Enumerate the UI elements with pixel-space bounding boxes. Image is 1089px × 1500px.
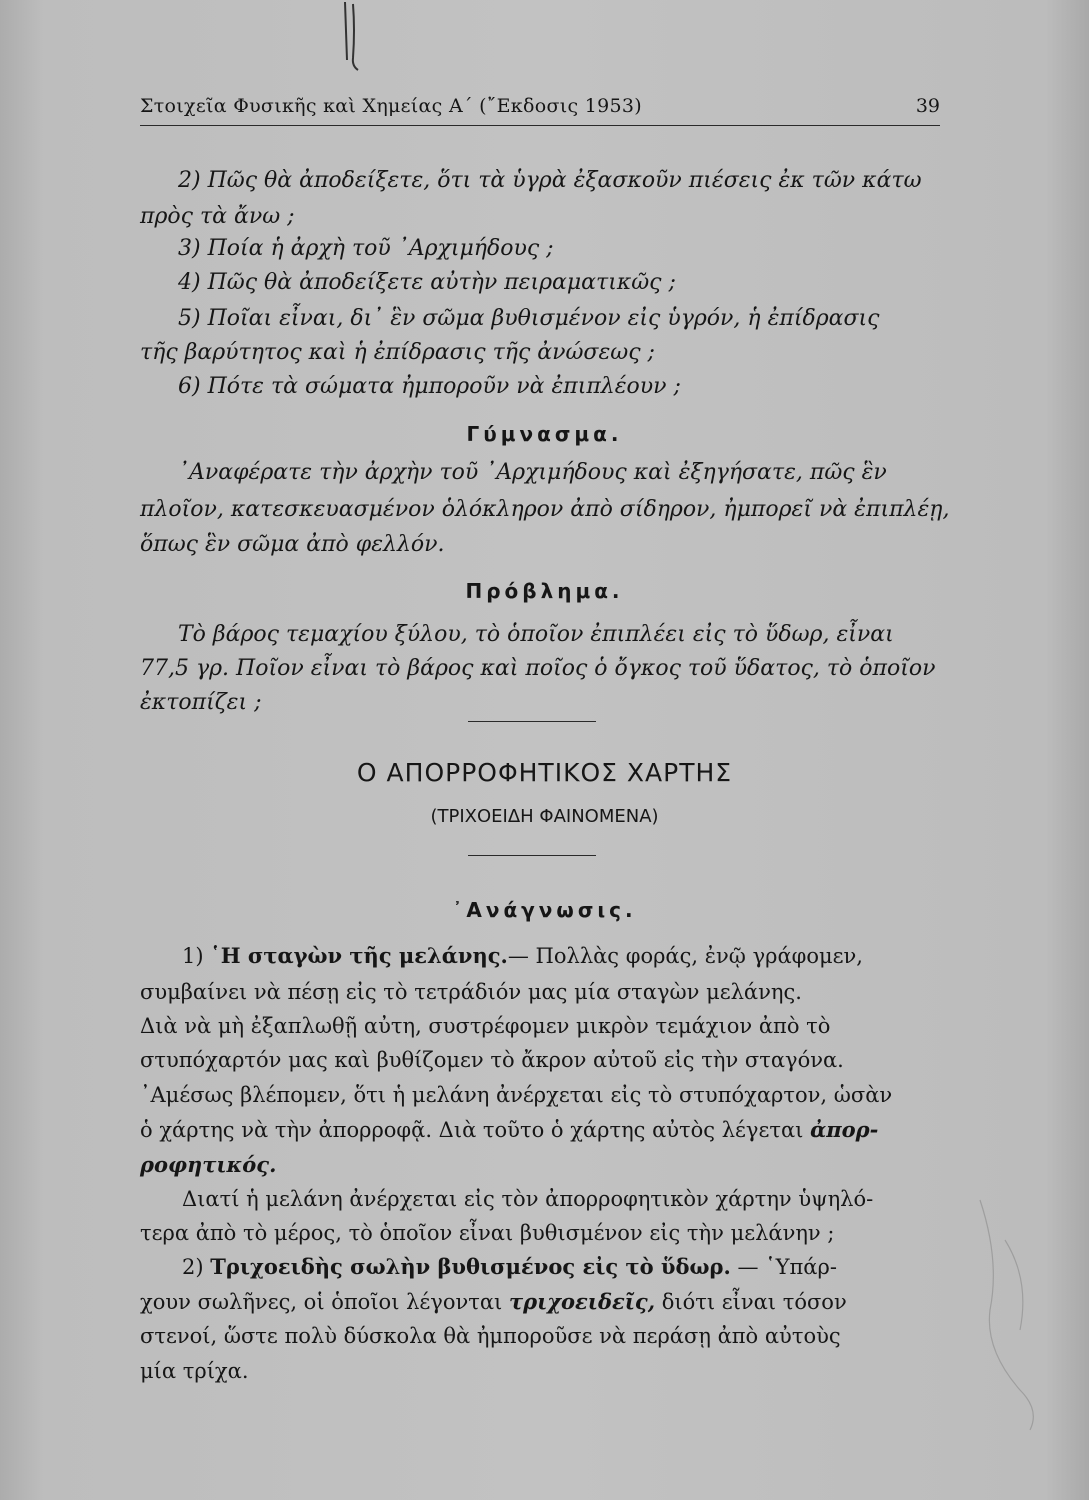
paragraph-number: 2) [182,1255,204,1279]
reading-p3-line-2 [140,1288,847,1316]
section-subtitle: (ΤΡΙΧΟΕΙΔΗ ΦΑΙΝΟΜΕΝΑ) [430,806,659,827]
reading-p1-line-1 [182,942,863,970]
reading-p3-line-1 [182,1253,837,1281]
divider-rule-top [468,721,596,722]
question-2-line-2: πρὸς τὰ ἄνω ; [140,204,295,229]
problem-line-2: 77,5 γρ. Ποῖον εἶναι τὸ βάρος καὶ ποῖος ὁ ὄγκος τοῦ ὕδατος, τὸ ὁποῖον [140,656,936,681]
divider-rule-bottom [468,855,596,856]
paragraph-title: Τριχοειδὴς σωλὴν βυθισμένος εἰς τὸ ὕδωρ. [210,1254,731,1279]
paragraph-number: 1) [182,944,204,968]
reading-p3-line-4: μία τρίχα. [140,1359,249,1383]
problem-line-1: Τὸ βάρος τεμαχίου ξύλου, τὸ ὁποῖον ἐπιπλέει εἰς τὸ ὕδωρ, εἶναι [178,622,894,647]
running-header [140,93,940,126]
problem-heading: Πρόβλημα. [465,579,624,603]
page-number: 39 [915,95,940,117]
reading-p1-line-2: συμβαίνει νὰ πέσῃ εἰς τὸ τετράδιόν μας μία σταγὼν μελάνης. [140,980,802,1004]
reading-p3-line-3: στενοί, ὥστε πολὺ δύσκολα θὰ ἠμποροῦσε νὰ περάσῃ ἀπὸ αὐτοὺς [140,1324,841,1348]
term-absorbent: ἀπορ- [810,1117,879,1142]
reading-p1-line-5: ᾿Αμέσως βλέπομεν, ὅτι ἡ μελάνη ἀνέρχεται εἰς τὸ στυπόχαρτον, ὡσὰν [140,1083,893,1107]
question-6: 6) Πότε τὰ σώματα ἠμποροῦν νὰ ἐπιπλέουν ; [178,374,681,399]
running-title: Στοιχεῖα Φυσικῆς καὶ Χημείας Α΄ (῎Εκδοσις 1953) [140,95,643,117]
exercise-line-2: πλοῖον, κατεσκευασμένον ὁλόκληρον ἀπὸ σίδηρον, ἠμπορεῖ νὰ ἐπιπλέῃ, [140,497,950,522]
paragraph-text: — Πολλὰς φοράς, ἐνῷ γράφομεν, [507,944,863,968]
margin-scribble-icon [960,1180,1070,1440]
question-2-line-1: 2) Πῶς θὰ ἀποδείξετε, ὅτι τὰ ὑγρὰ ἐξασκοῦν πιέσεις ἐκ τῶν κάτω [178,168,922,193]
exercise-line-3: ὅπως ἓν σῶμα ἀπὸ φελλόν. [140,532,445,557]
pencil-mark-icon [340,0,362,72]
reading-heading: ᾿Ανάγνωσις. [452,898,637,922]
reading-p1-line-3: Διὰ νὰ μὴ ἐξαπλωθῇ αὐτη, συστρέφομεν μικρὸν τεμάχιον ἀπὸ τὸ [140,1014,831,1038]
reading-p1-line-6 [140,1116,878,1144]
term-absorbent-cont: ροφητικός. [140,1152,277,1177]
question-4: 4) Πῶς θὰ ἀποδείξετε αὐτὴν πειραματικῶς ; [178,270,676,295]
paragraph-text: ὁ χάρτης νὰ τὴν ἀπορροφᾷ. Διὰ τοῦτο ὁ χάρτης αὐτὸς λέγεται [140,1118,811,1142]
question-5-line-2: τῆς βαρύτητος καὶ ἡ ἐπίδρασις τῆς ἀνώσεως ; [140,340,655,365]
exercise-heading: Γύμνασμα. [466,422,623,446]
question-3: 3) Ποία ἡ ἀρχὴ τοῦ ᾿Αρχιμήδους ; [178,236,554,261]
reading-p1-line-7 [140,1151,276,1179]
reading-p1-line-4: στυπόχαρτόν μας καὶ βυθίζομεν τὸ ἄκρον αὐτοῦ εἰς τὴν σταγόνα. [140,1048,844,1072]
paragraph-text: χουν σωλῆνες, οἱ ὁποῖοι λέγονται [140,1290,509,1314]
reading-p2-line-1: Διατί ἡ μελάνη ἀνέρχεται εἰς τὸν ἀπορροφητικὸν χάρτην ὑψηλό- [182,1187,874,1211]
paragraph-title: ῾Η σταγὼν τῆς μελάνης. [210,943,508,968]
paragraph-text: διότι εἶναι τόσον [655,1290,847,1314]
term-capillary: τριχοειδεῖς, [508,1289,656,1314]
section-title: Ο ΑΠΟΡΡΟΦΗΤΙΚΟΣ ΧΑΡΤΗΣ [356,758,733,787]
problem-line-3: ἐκτοπίζει ; [140,690,262,715]
paragraph-text: — ῾Υπάρ- [730,1255,837,1279]
question-5-line-1: 5) Ποῖαι εἶναι, δι᾿ ἓν σῶμα βυθισμένον εἰς ὑγρόν, ἡ ἐπίδρασις [178,306,880,331]
exercise-line-1: ᾿Αναφέρατε τὴν ἀρχὴν τοῦ ᾿Αρχιμήδους καὶ ἐξηγήσατε, πῶς ἓν [178,460,887,485]
reading-p2-line-2: τερα ἀπὸ τὸ μέρος, τὸ ὁποῖον εἶναι βυθισμένον εἰς τὴν μελάνην ; [140,1221,835,1245]
